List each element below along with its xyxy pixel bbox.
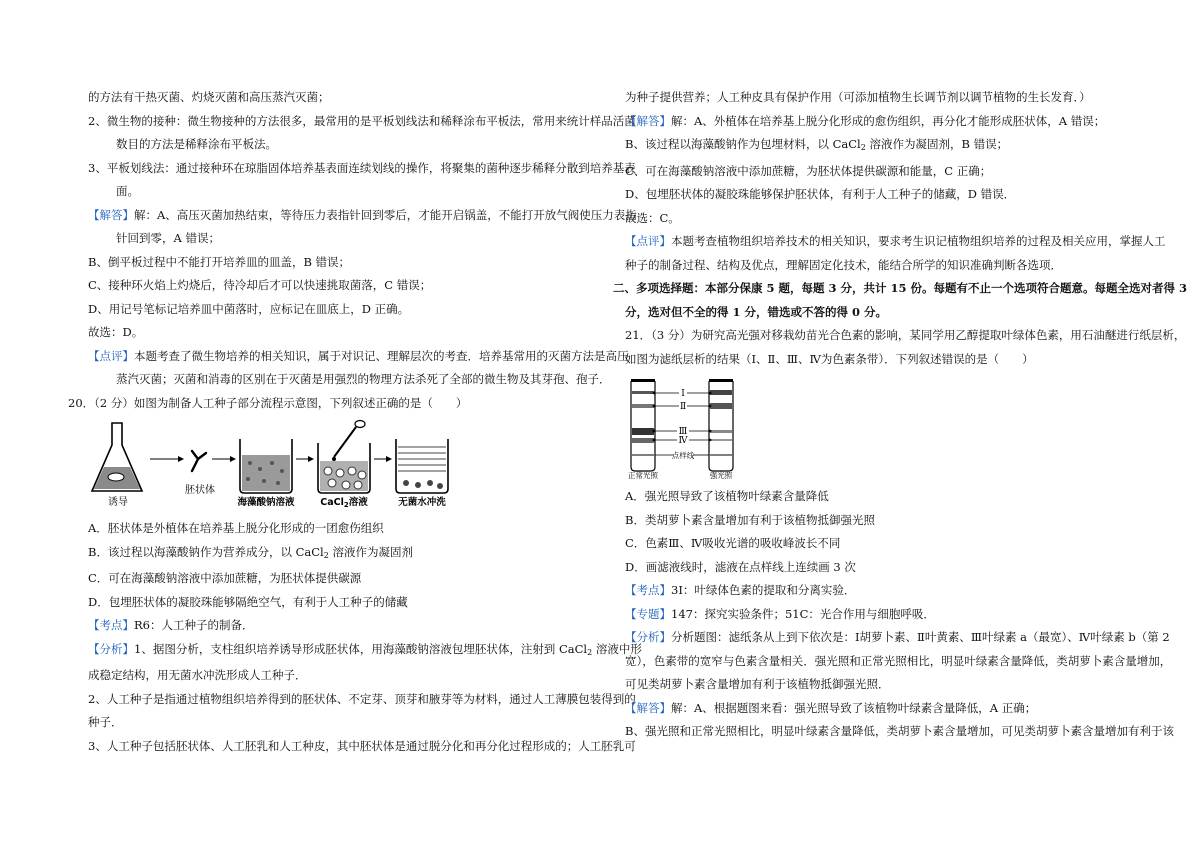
option-d: D．包埋胚状体的凝胶珠能够隔绝空气，有利于人工种子的储藏	[88, 594, 408, 609]
paragraph: B、强光照和正常光照相比，明显叶绿素含量降低，类胡萝卜素含量增加，可见类胡萝卜素含量增加有利于该	[625, 724, 1174, 738]
analysis-paragraph: 【分析】1、据图分析，支柱组织培养诱导形成胚状体，用海藻酸钠溶液包埋胚状体，注射到 CaCl$_2$ 溶液中形	[88, 641, 642, 657]
paragraph: 故选：C。	[625, 210, 680, 225]
label-induce: 诱导	[108, 497, 128, 508]
comment-paragraph: 【点评】本题考查植物组织培养技术的相关知识，要求考生识记植物组织培养的过程及相关应用，掌握人工	[625, 234, 1166, 248]
label-embryoid: 胚状体	[185, 485, 215, 496]
knowledge-tag: 【考点】	[625, 583, 671, 597]
comment-tag: 【点评】	[88, 348, 134, 363]
paragraph: C、接种环火焰上灼烧后，待冷却后才可以快速挑取菌落，C 错误；	[88, 278, 432, 292]
band-label-IV: Ⅳ	[678, 436, 688, 446]
comment-text: 本题考查了微生物培养的相关知识，属于对识记、理解层次的考查．培养基常用的灭菌方法是高压	[134, 348, 629, 363]
option-d: D．画滤液线时，滤液在点样线上连续画 3 次	[625, 559, 856, 574]
label-cacl2: CaCl$_2$溶液	[320, 497, 368, 509]
paragraph: B、该过程以海藻酸钠作为包埋材料，以 CaCl$_2$ 溶液作为凝固剂，B 错误；	[625, 137, 1009, 152]
analysis-paragraph: 【分析】分析题图：滤纸条从上到下依次是：Ⅰ胡萝卜素、Ⅱ叶黄素、Ⅲ叶绿素 a（最宽）、Ⅳ叶绿素 b（第 2	[625, 630, 1170, 644]
paragraph: 针回到零，A 错误；	[116, 231, 220, 245]
comment-paragraph	[88, 345, 629, 369]
paragraph: 种子的制备过程、结构及优点，理解固定化技术，能结合所学的知识准确判断各选项．	[625, 257, 1062, 272]
question-21-cont: 如图为滤纸层析的结果（Ⅰ、Ⅱ、Ⅲ、Ⅳ为色素条带）．下列叙述错误的是（ ）	[625, 351, 1034, 366]
analysis-tag: 【分析】	[625, 630, 671, 644]
paragraph: 面。	[116, 184, 139, 198]
option-b: B．该过程以海藻酸钠作为营养成分，以 CaCl$_2$ 溶液作为凝固剂	[88, 544, 413, 560]
flask-icon	[92, 423, 142, 491]
paragraph: 种子．	[88, 715, 123, 729]
paragraph: C、可在海藻酸钠溶液中添加蔗糖，为胚状体提供碳源和能量，C 正确；	[625, 163, 992, 178]
paragraph: 2、微生物的接种：微生物接种的方法很多，最常用的是平板划线法和稀释涂布平板法，常用来统计样品活菌	[88, 113, 636, 128]
paragraph: D、包埋胚状体的凝胶珠能够保护胚状体，有利于人工种子的储藏，D 错误．	[625, 187, 1016, 201]
paragraph: 3、人工种子包括胚状体、人工胚乳和人工种皮，其中胚状体是通过脱分化和再分化过程形成的；人工胚乳可	[88, 738, 636, 753]
option-a: A．强光照导致了该植物叶绿素含量降低	[625, 489, 829, 503]
band-label-I: Ⅰ	[681, 389, 685, 399]
answer-paragraph: 【解答】解：A、根据题图来看：强光照导致了该植物叶绿素含量降低，A 正确；	[625, 700, 1037, 715]
knowledge-point: 【考点】R6：人工种子的制备．	[88, 618, 254, 632]
label-sodium-alginate: 海藻酸钠溶液	[237, 497, 295, 508]
paragraph: D、用记号笔标记培养皿中菌落时，应标记在皿底上，D 正确。	[88, 301, 410, 316]
right-column	[613, 86, 1188, 744]
chromatography-diagram	[625, 375, 745, 479]
paragraph: 故选：D。	[88, 325, 144, 339]
beaker-sodium-alginate-icon	[240, 439, 292, 493]
paper-strip-strong	[709, 379, 733, 471]
figure-chromatography	[625, 375, 1130, 479]
figure-artificial-seed	[88, 419, 593, 511]
option-b: B．类胡萝卜素含量增加有利于该植物抵御强光照	[625, 512, 875, 527]
question-20: 20．（2 分）如图为制备人工种子部分流程示意图，下列叙述正确的是（ ）	[68, 395, 468, 410]
paragraph: 的方法有干热灭菌、灼烧灭菌和高压蒸汽灭菌；	[88, 90, 330, 104]
option-c: C．色素Ⅲ、Ⅳ吸收光谱的吸收峰波长不同	[625, 536, 841, 550]
beaker-cacl2-icon	[318, 421, 370, 494]
arrow-head	[178, 456, 184, 462]
paragraph: 数目的方法是稀释涂布平板法。	[116, 137, 277, 151]
topic-tag: 【专题】	[625, 606, 671, 621]
topic: 【专题】147：探究实验条件；51C：光合作用与细胞呼吸．	[625, 606, 935, 621]
arrow-head	[230, 456, 236, 462]
answer-paragraph	[88, 204, 637, 228]
question-21: 21．（3 分）为研究高光强对移栽幼苗光合色素的影响，某同学用乙醇提取叶绿体色素，用石油醚进行纸层析，	[625, 328, 1186, 342]
embryoid-icon	[192, 451, 206, 471]
knowledge-point: 【考点】3I：叶绿体色素的提取和分离实验．	[625, 583, 856, 597]
answer-tag: 【解答】	[625, 113, 671, 128]
option-a: A．胚状体是外植体在培养基上脱分化形成的一团愈伤组织	[88, 521, 384, 535]
beaker-sterile-water-icon	[396, 439, 448, 493]
band-label-II: Ⅱ	[679, 402, 687, 412]
answer-text: 解：A、高压灭菌加热结束，等待压力表指针回到零后，才能开启锅盖，不能打开放气阀使压力表指	[134, 207, 637, 222]
knowledge-tag: 【考点】	[88, 618, 134, 632]
paragraph: 3、平板划线法：通过接种环在琼脂固体培养基表面连续划线的操作，将聚集的菌种逐步稀释分散到培养基表	[88, 160, 636, 175]
normal-light-label: 正常光照	[628, 471, 658, 479]
paragraph: 成稳定结构，用无菌水冲洗形成人工种子．	[88, 668, 307, 682]
option-c: C．可在海藻酸钠溶液中添加蔗糖，为胚状体提供碳源	[88, 571, 362, 585]
section-2-heading: 二、多项选择题：本部分保康 5 题，每题 3 分，共计 15 份。每题有不止一个选项符合题意。每题全选对者得 3	[613, 281, 1188, 295]
paragraph: B、倒平板过程中不能打开培养皿的皿盖，B 错误；	[88, 254, 351, 269]
strong-light-label: 强光照	[709, 471, 733, 479]
label-sterile-water: 无菌水冲洗	[398, 497, 446, 508]
left-column	[68, 86, 642, 758]
comment-tag: 【点评】	[625, 234, 671, 248]
paragraph: 宽），色素带的宽窄与色素含量相关．强光照和正常光照相比，明显叶绿素含量降低，类胡萝卜素含量增加，	[625, 653, 1172, 668]
paragraph: 可见类胡萝卜素含量增加有利于该植物抵御强光照．	[625, 677, 890, 691]
paragraph: 蒸汽灭菌；灭菌和消毒的区别在于灭菌是用强烈的物理方法杀死了全部的微生物及其芽孢、孢子．	[116, 372, 611, 386]
paragraph: 2、人工种子是指通过植物组织培养得到的胚状体、不定芽、顶芽和腋芽等为材料，通过人工薄膜包装得到的	[88, 691, 636, 706]
paragraph: 为种子提供营养；人工种皮具有保护作用（可添加植物生长调节剂以调节植物的生长发育．）	[625, 90, 1091, 104]
answer-tag: 【解答】	[88, 207, 134, 222]
arrow-head	[308, 456, 314, 462]
flow-diagram	[88, 419, 468, 511]
band-label-III: Ⅲ	[678, 427, 688, 437]
arrow-head	[386, 456, 392, 462]
section-2-heading-cont: 分，选对但不全的得 1 分，错选或不答的得 0 分。	[625, 304, 888, 319]
answer-tag: 【解答】	[625, 700, 671, 715]
analysis-tag: 【分析】	[88, 641, 134, 656]
spot-line-label: 点样线	[671, 451, 695, 460]
answer-paragraph: 【解答】解：A、外植体在培养基上脱分化形成的愈伤组织，再分化才能形成胚状体，A 错误；	[625, 113, 1106, 128]
paper-strip-normal	[631, 379, 655, 471]
